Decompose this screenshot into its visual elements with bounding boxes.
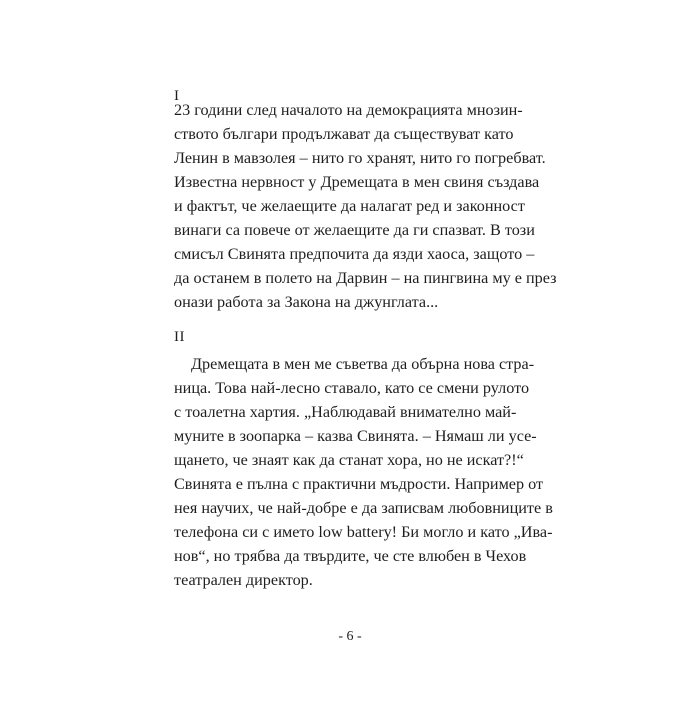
paragraph-2-line-2: ница. Това най-лесно ставало, като се смени рулото xyxy=(174,379,530,397)
paragraph-2-line-10: театрален директор. xyxy=(174,571,313,589)
paragraph-1-line-8: да останем в полето на Дарвин – на пингвина му е през xyxy=(174,269,557,287)
paragraph-1-line-2: ството българи продължават да съществуват като xyxy=(174,125,514,143)
page-number: - 6 - xyxy=(338,629,362,644)
section-heading-1: I xyxy=(174,88,180,104)
section-heading-2: II xyxy=(174,329,185,345)
paragraph-2-line-5: щането, че знаят как да станат хора, но не искат?!“ xyxy=(174,451,524,469)
paragraph-2-line-1: Дремещата в мен ме съветва да обърна нова стра- xyxy=(191,355,535,373)
paragraph-1-line-9: онази работа за Закона на джунглата... xyxy=(174,293,439,311)
paragraph-2-line-3: с тоалетна хартия. „Наблюдавай внимателно май- xyxy=(174,403,517,421)
paragraph-2-line-7: нея научих, че най-добре е да записвам любовниците в xyxy=(174,499,553,517)
paragraph-2-line-4: муните в зоопарка – казва Свинята. – Нямаш ли усе- xyxy=(174,427,537,445)
paragraph-1-line-5: и фактът, че желаещите да налагат ред и законност xyxy=(174,197,525,215)
paragraph-2-line-9: нов“, но трябва да твърдите, че сте влюбен в Чехов xyxy=(174,547,527,565)
paragraph-1-line-4: Известна нервност у Дремещата в мен свиня създава xyxy=(174,173,540,191)
paragraph-1-line-7: смисъл Свинята предпочита да язди хаоса, защото – xyxy=(174,245,535,263)
paragraph-2-line-6: Свинята е пълна с практични мъдрости. Например от xyxy=(174,475,544,493)
paragraph-2-line-8: телефона си с името low battery! Би могло и като „Ива- xyxy=(174,523,553,541)
paragraph-1-line-6: винаги са повече от желаещите да ги спазват. В този xyxy=(174,221,535,239)
paragraph-1-line-1: 23 години след началото на демокрацията мнозин- xyxy=(174,101,523,119)
paragraph-1-line-3: Ленин в мавзолея – нито го хранят, нито го погребват. xyxy=(174,149,546,167)
